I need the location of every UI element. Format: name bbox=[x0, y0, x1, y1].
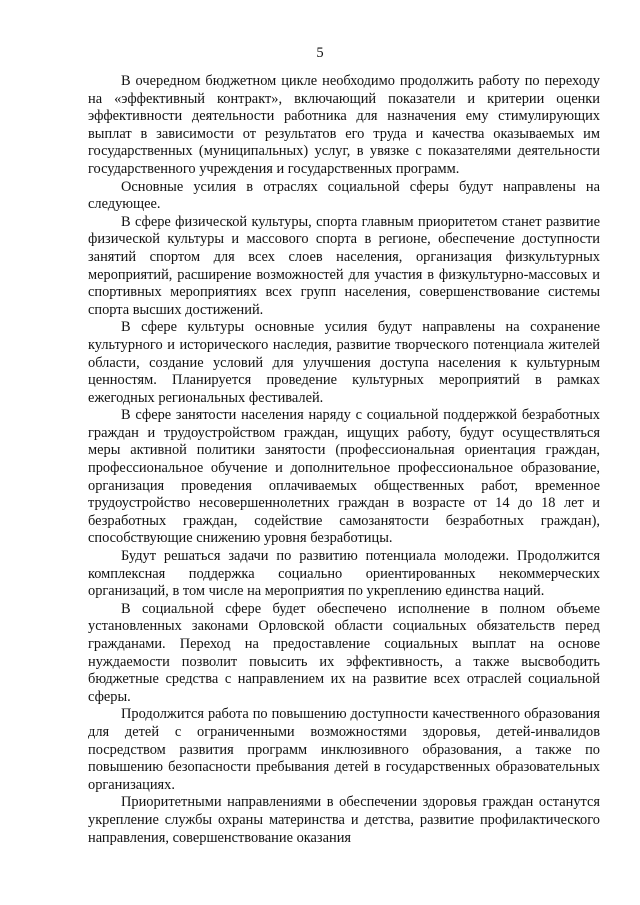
paragraph-inclusive-education: Продолжится работа по повышению доступности качественного образования для детей с ограниченными возможностями здоровья, детей-инвалидов посредством развития программ инклюзивного образования, а также по повышению безопасности пребывания детей в государственных образовательных организациях. bbox=[88, 706, 600, 793]
paragraph-culture: В сфере культуры основные усилия будут направлены на сохранение культурного и исторического наследия, развитие творческого потенциала жителей области, создание условий для улучшения доступа населения к культурным ценностям. Планируется проведение культурных мероприятий в рамках ежегодных региональных фестивалей. bbox=[88, 319, 600, 406]
paragraph-employment: В сфере занятости населения наряду с социальной поддержкой безработных граждан и трудоустройством граждан, ищущих работу, будут осуществляться меры активной политики занятости (профессиональная ориентация граждан, профессиональное обучение и дополнительное профессиональное образование, организация проведения оплачиваемых общественных работ, временное трудоустройство несовершеннолетних граждан в возрасте от 14 до 18 лет и безработных граждан, содействие самозанятости безработных граждан), способствующие снижению уровня безработицы. bbox=[88, 407, 600, 547]
paragraph-social-obligations: В социальной сфере будет обеспечено исполнение в полном объеме установленных законами Орловской области социальных обязательств перед гражданами. Переход на предоставление социальных выплат на основе нуждаемости позволит повысить их эффективность, а также высвободить бюджетные средства с направлением их на развитие всех отраслей социальной сферы. bbox=[88, 600, 600, 705]
paragraph-effective-contract: В очередном бюджетном цикле необходимо продолжить работу по переходу на «эффективный контракт», включающий показатели и критерии оценки эффективности деятельности работника для назначения ему стимулирующих выплат в зависимости от результатов его труда и качества оказываемых им государственных (муниципальных) услуг, в увязке с показателями деятельности государственного учреждения и государственных программ. bbox=[88, 73, 600, 177]
paragraph-youth: Будут решаться задачи по развитию потенциала молодежи. Продолжится комплексная поддержка социально ориентированных некоммерческих организаций, в том числе на мероприятия по укреплению единства наций. bbox=[88, 548, 600, 600]
paragraph-health: Приоритетными направлениями в обеспечении здоровья граждан останутся укрепление службы охраны материнства и детства, развитие профилактического направления, совершенствование оказания bbox=[88, 794, 600, 846]
page-number: 5 bbox=[316, 45, 324, 61]
paragraph-sport: В сфере физической культуры, спорта главным приоритетом станет развитие физической культуры и массового спорта в регионе, обеспечение доступности занятий спортом для всех слоев населения, организация физкультурных мероприятий, расширение возможностей для участия в физкультурно-массовых и спортивных мероприятиях всех групп населения, совершенствование системы спорта высших достижений. bbox=[88, 213, 600, 318]
paragraph-social-sphere-intro: Основные усилия в отраслях социальной сферы будут направлены на следующее. bbox=[88, 178, 600, 213]
body-text bbox=[88, 73, 600, 847]
